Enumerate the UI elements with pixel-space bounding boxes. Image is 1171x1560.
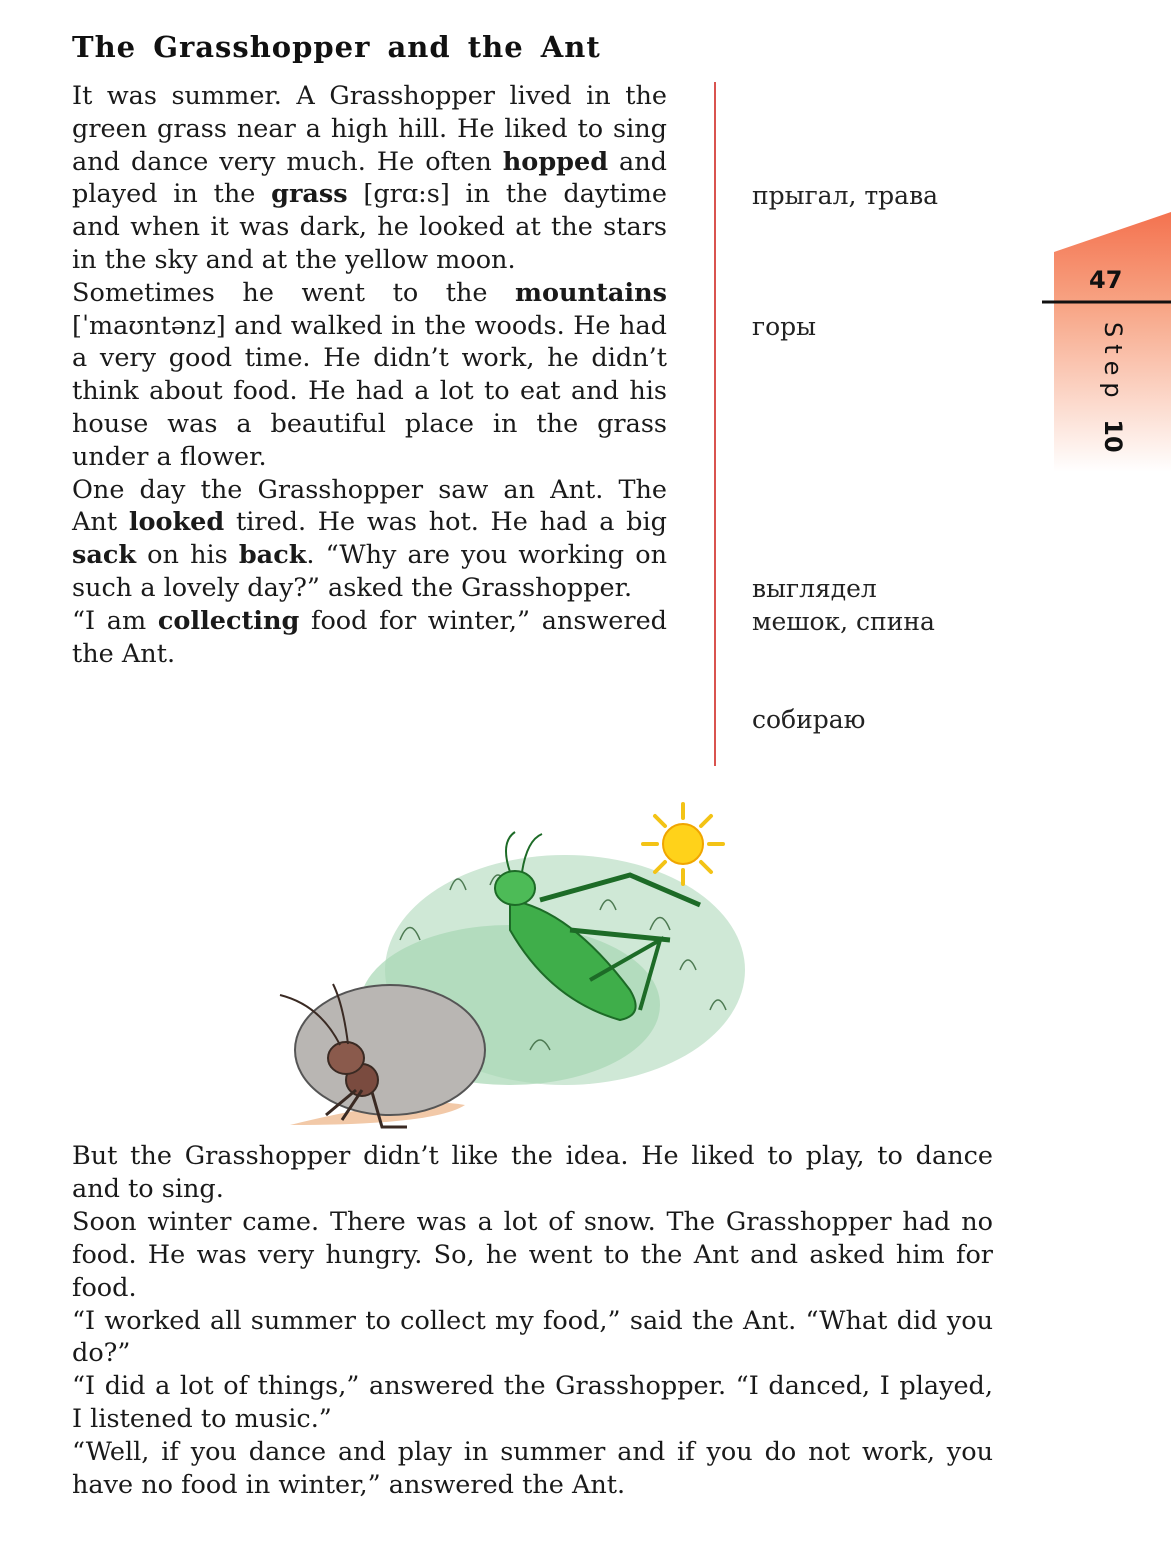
- text-run: “I am: [72, 605, 158, 636]
- text-run: . “Why are you working on such a lovely day?” asked the Grasshopper.: [72, 540, 667, 603]
- step-number: 10: [1099, 419, 1127, 453]
- text-run: It was summer. A Grasshopper lived in the green grass near a high hill. He liked to sing and dance very much. He often: [72, 81, 667, 177]
- margin-divider: [714, 82, 716, 766]
- glossary-word: sack: [72, 540, 137, 571]
- grasshopper-ant-illustration: [270, 790, 770, 1135]
- bottom-paragraph-2: Soon winter came. There was a lot of snow. The Grasshopper had no food. He was very hungry. So, he went to the Ant and asked him for food.: [72, 1206, 993, 1303]
- text-run: tired. He was hot. He had a big: [224, 507, 667, 538]
- text-run: [grɑ:s] in the daytime and when it was dark, he looked at the stars in the sky and at the yellow moon.: [72, 179, 667, 275]
- page-number: 47: [1089, 266, 1123, 294]
- text-run: on his: [136, 540, 239, 571]
- glossary-word: mountains: [515, 277, 667, 308]
- gloss-sack-back: мешок, спина: [752, 607, 935, 636]
- story-text-column: [72, 80, 667, 670]
- page-title: The Grasshopper and the Ant: [72, 30, 601, 64]
- step-label: [1091, 322, 1127, 462]
- text-run: and played in the: [72, 146, 667, 210]
- gloss-looked: выглядел: [752, 574, 877, 603]
- glossary-word: grass: [271, 179, 348, 210]
- glossary-word: back: [238, 540, 307, 571]
- gloss-mountains: горы: [752, 312, 817, 341]
- bottom-paragraph-4: “I did a lot of things,” answered the Grasshopper. “I danced, I played, I listened to music.”: [72, 1371, 993, 1435]
- step-word: Step: [1099, 322, 1127, 405]
- paragraph-3: [72, 474, 667, 605]
- gloss-collecting: собираю: [752, 705, 866, 734]
- glossary-word: hopped: [502, 146, 609, 177]
- bottom-paragraph-3: “I worked all summer to collect my food,” said the Ant. “What did you do?”: [72, 1305, 993, 1369]
- bottom-paragraph-5: “Well, if you dance and play in summer and if you do not work, you have no food in winter,” answered the Ant.: [72, 1437, 993, 1501]
- text-run: food for winter,” answered the Ant.: [72, 605, 667, 669]
- glossary-word: looked: [128, 507, 225, 538]
- bottom-paragraph-1: But the Grasshopper didn’t like the idea. He liked to play, to dance and to sing.: [72, 1141, 993, 1204]
- text-run: Sometimes he went to the: [72, 277, 516, 308]
- paragraph-2: [72, 277, 667, 474]
- glossary-word: collecting: [157, 605, 300, 636]
- gloss-hopped-grass: прыгал, трава: [752, 181, 939, 210]
- text-run: [ˈmaʊntənz] and walked in the woods. He had a very good time. He didn’t work, he didn’t think about food. He had a lot to eat and his house was a beautiful place in the grass under a flower.: [72, 310, 667, 472]
- text-run: One day the Grasshopper saw an Ant. The Ant: [72, 474, 667, 538]
- story-continuation: [72, 1140, 993, 1502]
- paragraph-4: [72, 605, 667, 671]
- paragraph-1: [72, 80, 667, 277]
